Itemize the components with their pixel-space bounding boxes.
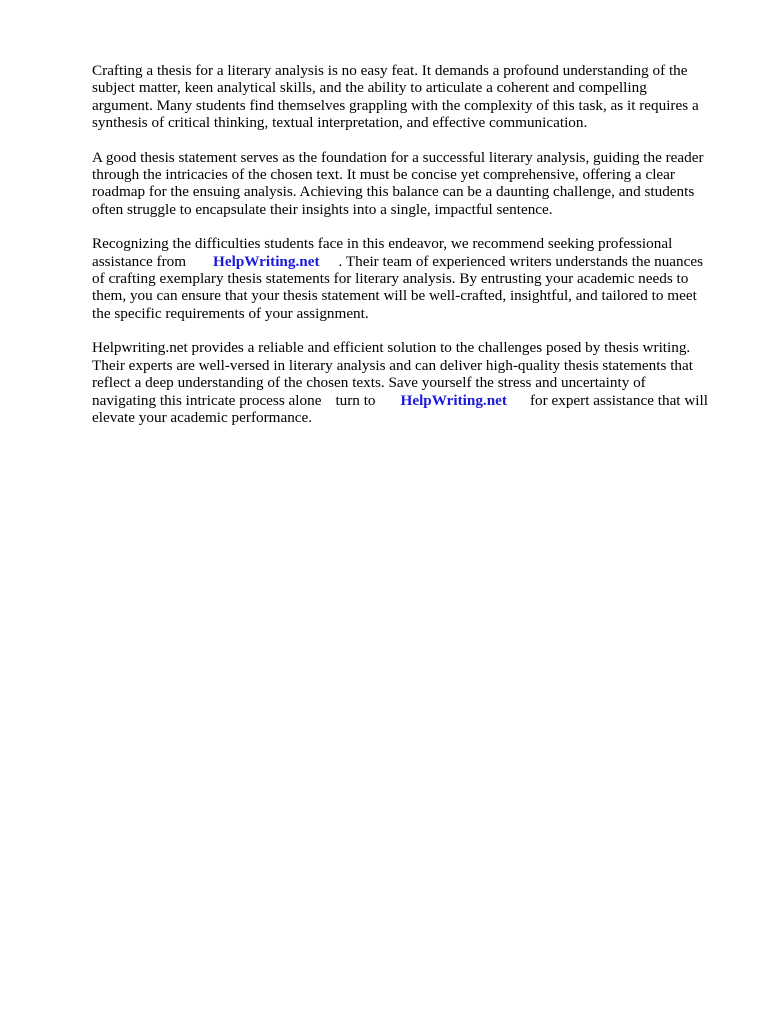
text-segment: for expert assistance that will	[529, 391, 708, 409]
text-line: Their experts are well-versed in literary analysis and can deliver high-quality thesis statements that	[92, 356, 693, 374]
paragraph-4	[92, 339, 732, 426]
paragraph-2	[92, 149, 732, 219]
paragraph-3	[92, 235, 732, 322]
text-line	[92, 253, 732, 270]
text-line: argument. Many students find themselves grappling with the complexity of this task, as it requires a	[92, 96, 699, 114]
paragraph-1	[92, 62, 732, 132]
text-line	[92, 392, 732, 409]
text-line: A good thesis statement serves as the foundation for a successful literary analysis, guiding the reader	[92, 148, 704, 166]
text-segment: turn to	[335, 391, 376, 409]
text-segment: assistance from	[92, 252, 187, 270]
text-line: roadmap for the ensuing analysis. Achieving this balance can be a daunting challenge, and students	[92, 183, 695, 201]
text-line: Helpwriting.net provides a reliable and efficient solution to the challenges posed by thesis writing.	[92, 339, 691, 357]
helpwriting-link[interactable]: HelpWriting.net	[213, 252, 320, 270]
text-line: of crafting exemplary thesis statements for literary analysis. By entrusting your academic needs to	[92, 270, 689, 288]
text-segment: . Their team of experienced writers understands the nuances	[338, 252, 704, 270]
text-line: Recognizing the difficulties students face in this endeavor, we recommend seeking professional	[92, 235, 673, 253]
helpwriting-link[interactable]: HelpWriting.net	[400, 391, 507, 409]
text-line: synthesis of critical thinking, textual interpretation, and effective communication.	[92, 114, 588, 132]
document-body	[92, 62, 732, 443]
text-line: subject matter, keen analytical skills, and the ability to articulate a coherent and compelling	[92, 79, 647, 97]
text-line: the specific requirements of your assignment.	[92, 304, 369, 322]
text-line: through the intricacies of the chosen text. It must be concise yet comprehensive, offering a clear	[92, 166, 675, 184]
text-segment: navigating this intricate process alone	[92, 391, 322, 409]
text-line: often struggle to encapsulate their insights into a single, impactful sentence.	[92, 200, 553, 218]
text-line: Crafting a thesis for a literary analysis is no easy feat. It demands a profound understanding of the	[92, 62, 688, 79]
text-line: reflect a deep understanding of the chosen texts. Save yourself the stress and uncertainty of	[92, 374, 646, 392]
text-line: them, you can ensure that your thesis statement will be well-crafted, insightful, and tailored to meet	[92, 287, 697, 305]
text-line: elevate your academic performance.	[92, 408, 313, 426]
